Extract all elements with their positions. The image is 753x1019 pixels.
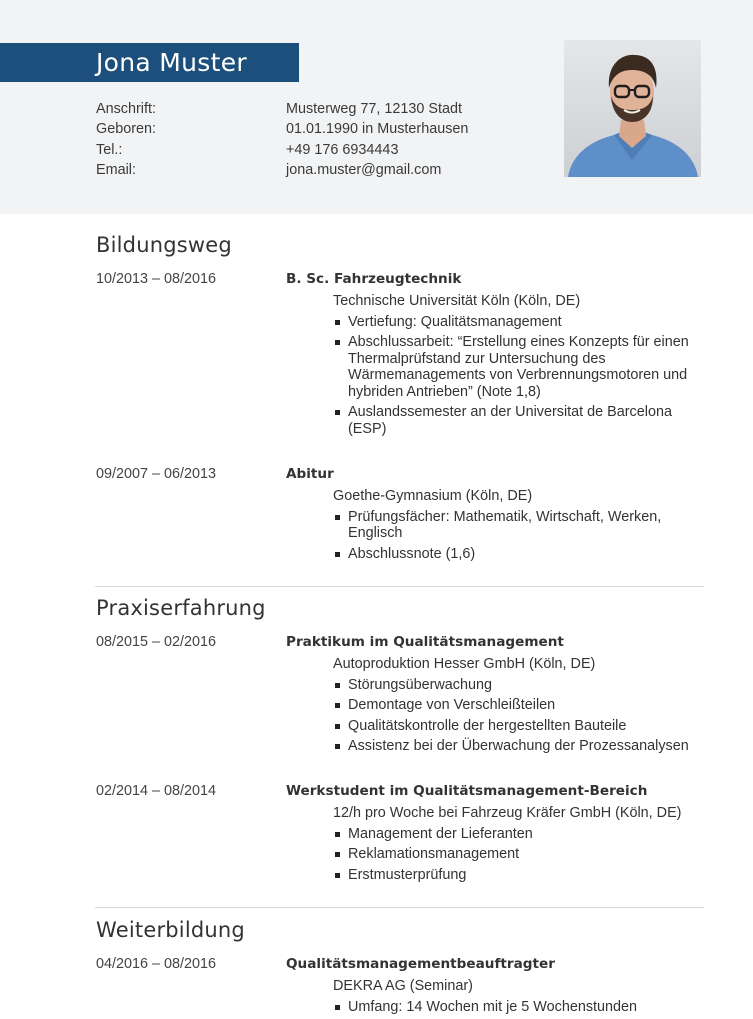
profile-photo — [564, 40, 701, 177]
bullet-square-icon — [335, 410, 340, 415]
bullet-square-icon — [335, 852, 340, 857]
list-item-text: Demontage von Verschleißteilen — [348, 697, 556, 713]
section-divider — [95, 907, 704, 908]
section-title-training: Weiterbildung — [96, 918, 245, 942]
bullet-square-icon — [335, 744, 340, 749]
entry-body — [333, 978, 693, 1019]
person-name: Jona Muster — [96, 48, 247, 77]
entry-title: Werkstudent im Qualitätsmanagement-Bereich — [286, 783, 648, 799]
contact-label: Email: — [96, 161, 136, 178]
list-item — [333, 718, 693, 735]
entry-subtitle: 12/h pro Woche bei Fahrzeug Kräfer GmbH (Köln, DE) — [333, 805, 682, 821]
entry-body — [333, 488, 693, 566]
entry-title: B. Sc. Fahrzeugtechnik — [286, 271, 462, 287]
entry-bullet-list — [333, 314, 693, 438]
entry-bullet-list — [333, 999, 693, 1016]
contact-value: +49 176 6934443 — [286, 141, 399, 158]
contact-value: 01.01.1990 in Musterhausen — [286, 121, 469, 138]
entry-date: 02/2014 – 08/2014 — [96, 783, 217, 799]
bullet-square-icon — [335, 320, 340, 325]
contact-value: jona.muster@gmail.com — [286, 161, 442, 178]
list-item-text: Umfang: 14 Wochen mit je 5 Wochenstunden — [348, 998, 638, 1015]
list-item-text: Abschlussnote (1,6) — [348, 545, 476, 562]
list-item — [333, 677, 693, 694]
list-item — [333, 999, 693, 1016]
bullet-square-icon — [335, 552, 340, 557]
contact-label: Anschrift: — [96, 101, 156, 117]
contact-value: Musterweg 77, 12130 Stadt — [286, 101, 462, 117]
entry-bullet-list — [333, 826, 693, 884]
list-item — [333, 404, 693, 437]
bullet-square-icon — [335, 515, 340, 520]
entry-bullet-list — [333, 677, 693, 755]
list-item-text: Qualitätskontrolle der hergestellten Bauteile — [348, 717, 627, 734]
section-title-experience: Praxiserfahrung — [96, 596, 266, 620]
bullet-square-icon — [335, 683, 340, 688]
entry-date: 04/2016 – 08/2016 — [96, 956, 217, 972]
entry-body — [333, 656, 693, 759]
list-item-text: Erstmusterprüfung — [348, 866, 467, 883]
entry-body — [333, 805, 693, 887]
bullet-square-icon — [335, 832, 340, 837]
bullet-square-icon — [335, 340, 340, 345]
list-item — [333, 867, 693, 884]
list-item — [333, 738, 693, 755]
list-item-text: Reklamationsmanagement — [348, 846, 520, 862]
contact-label: Tel.: — [96, 141, 123, 158]
entry-subtitle: Goethe-Gymnasium (Köln, DE) — [333, 488, 533, 504]
entry-date: 10/2013 – 08/2016 — [96, 271, 217, 287]
entry-date: 08/2015 – 02/2016 — [96, 634, 217, 650]
list-item — [333, 334, 693, 400]
bullet-square-icon — [335, 724, 340, 729]
list-item-text: Abschlussarbeit: “Erstellung eines Konzepts für einen Thermalprüfstand zur Untersuchung des Wärmemanagements von Verbrennungsmotoren und hybriden Antrieben” (Note 1,8) — [348, 334, 689, 400]
entry-body — [333, 293, 693, 441]
section-title-education: Bildungsweg — [96, 233, 232, 257]
list-item-text: Prüfungsfächer: Mathematik, Wirtschaft, Werken, Englisch — [348, 508, 662, 541]
list-item — [333, 697, 693, 714]
list-item — [333, 826, 693, 843]
entry-bullet-list — [333, 509, 693, 563]
list-item — [333, 546, 693, 563]
person-portrait-icon — [564, 40, 701, 177]
list-item-text: Assistenz bei der Überwachung der Prozessanalysen — [348, 738, 689, 754]
entry-title: Qualitätsmanagementbeauftragter — [286, 956, 555, 972]
list-item — [333, 314, 693, 331]
bullet-square-icon — [335, 703, 340, 708]
list-item-text: Störungsüberwachung — [348, 676, 493, 693]
section-divider — [95, 586, 704, 587]
entry-date: 09/2007 – 06/2013 — [96, 466, 217, 482]
contact-label: Geboren: — [96, 121, 157, 138]
list-item — [333, 509, 693, 542]
entry-title: Praktikum im Qualitätsmanagement — [286, 634, 564, 650]
entry-subtitle: Autoproduktion Hesser GmbH (Köln, DE) — [333, 656, 596, 672]
list-item-text: Management der Lieferanten — [348, 825, 533, 842]
entry-subtitle: Technische Universität Köln (Köln, DE) — [333, 293, 581, 309]
bullet-square-icon — [335, 1005, 340, 1010]
list-item-text: Vertiefung: Qualitätsmanagement — [348, 313, 562, 330]
list-item — [333, 846, 693, 863]
bullet-square-icon — [335, 873, 340, 878]
list-item-text: Auslandssemester an der Universitat de Barcelona (ESP) — [348, 404, 672, 437]
entry-title: Abitur — [286, 466, 334, 482]
entry-subtitle: DEKRA AG (Seminar) — [333, 978, 473, 994]
